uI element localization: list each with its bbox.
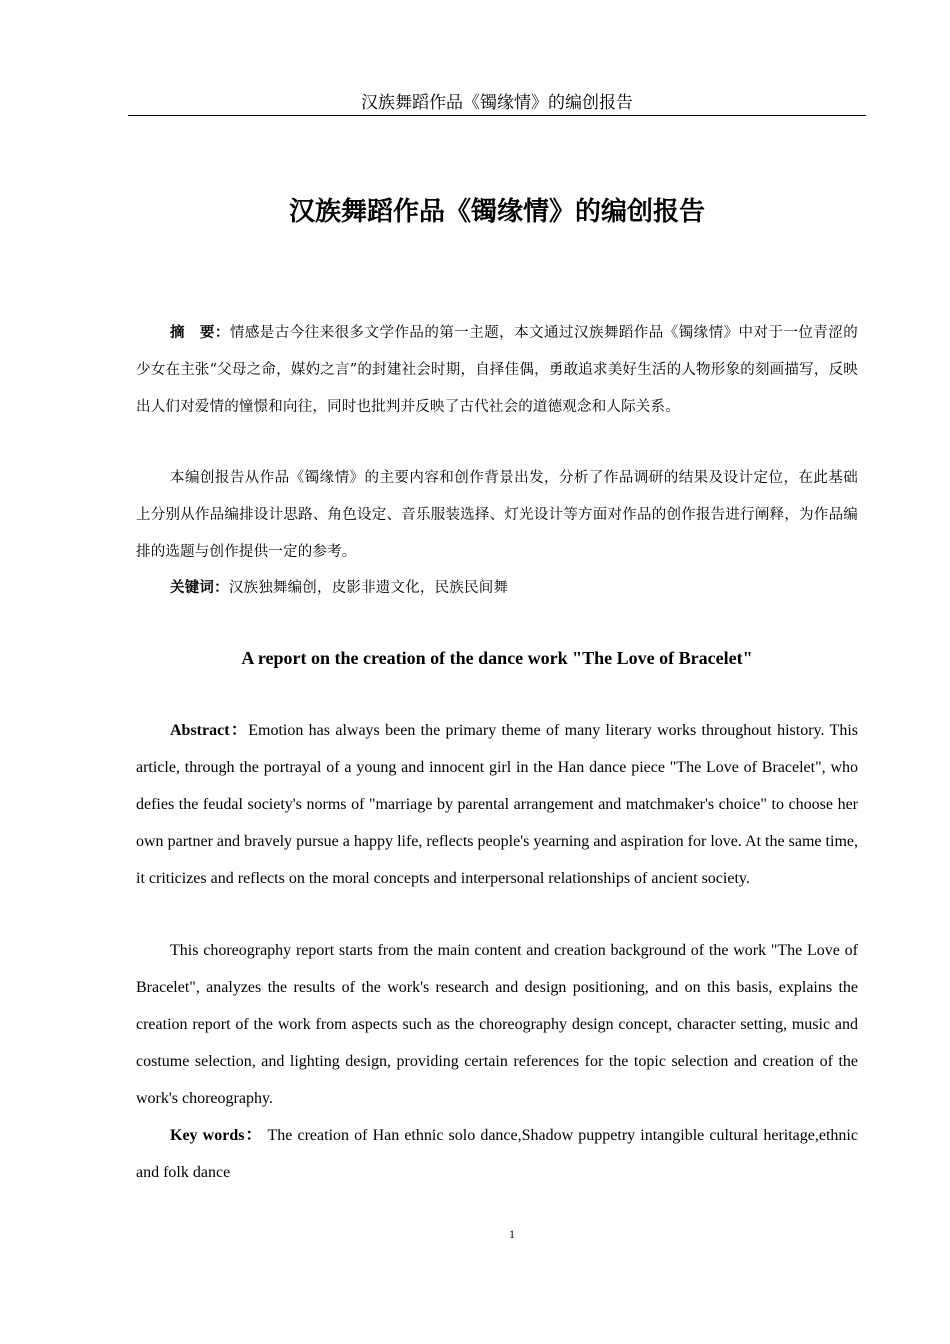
english-keywords xyxy=(136,1117,858,1191)
running-header: 汉族舞蹈作品《镯缘情》的编创报告 xyxy=(361,93,633,113)
english-title: A report on the creation of the dance work "The Love of Bracelet" xyxy=(241,648,753,668)
english-abstract-paragraph-2: This choreography report starts from the main content and creation background of the work "The Love of Bracelet", analyzes the results of the work's research and design positioning, and on this basis, explains the creation report of the work from aspects such as the choreography design concept, character setting, music and costume selection, and lighting design, providing certain references for the topic selection and creation of the work's choreography. xyxy=(136,942,858,1107)
english-abstract-text-1: Emotion has always been the primary theme of many literary works throughout history. This article, through the portrayal of a young and innocent girl in the Han dance piece "The Love of Bracelet", who defies the feudal society's norms of "marriage by parental arrangement and matchmaker's choice" to choose her own partner and bravely pursue a happy life, reflects people's yearning and aspiration for love. At the same time, it criticizes and reflects on the moral concepts and interpersonal relationships of ancient society. xyxy=(136,722,858,887)
chinese-abstract-continued xyxy=(136,460,858,571)
english-abstract-label: Abstract： xyxy=(170,722,249,739)
english-keywords-line xyxy=(136,1117,858,1191)
chinese-keywords-line xyxy=(136,570,858,607)
english-abstract xyxy=(136,712,858,897)
chinese-abstract-label: 摘 要： xyxy=(170,325,230,341)
english-abstract-paragraph-1 xyxy=(136,712,858,897)
header-rule xyxy=(128,115,866,116)
chinese-abstract-text-1: 情感是古今往来很多文学作品的第一主题，本文通过汉族舞蹈作品《镯缘情》中对于一位青涩的少女在主张“父母之命，媒妁之言”的封建社会时期，自择佳偶，勇敢追求美好生活的人物形象的刻画描写，反映出人们对爱情的憧憬和向往，同时也批判并反映了古代社会的道德观念和人际关系。 xyxy=(136,325,858,415)
english-keywords-text: The creation of Han ethnic solo dance,Shadow puppetry intangible cultural heritage,ethnic and folk dance xyxy=(136,1127,858,1181)
chinese-keywords-text: 汉族独舞编创，皮影非遗文化，民族民间舞 xyxy=(228,580,509,596)
english-abstract-continued xyxy=(136,932,858,1117)
chinese-title: 汉族舞蹈作品《镯缘情》的编创报告 xyxy=(288,197,705,227)
chinese-keywords-label: 关键词： xyxy=(170,580,229,596)
chinese-keywords xyxy=(136,570,858,607)
chinese-abstract xyxy=(136,315,858,426)
page-number: 1 xyxy=(509,1227,515,1241)
chinese-abstract-paragraph-1 xyxy=(136,315,858,426)
chinese-abstract-paragraph-2: 本编创报告从作品《镯缘情》的主要内容和创作背景出发，分析了作品调研的结果及设计定位，在此基础上分别从作品编排设计思路、角色设定、音乐服装选择、灯光设计等方面对作品的创作报告进行阐释，为作品编排的选题与创作提供一定的参考。 xyxy=(136,470,858,560)
english-keywords-label: Key words： xyxy=(170,1127,263,1144)
